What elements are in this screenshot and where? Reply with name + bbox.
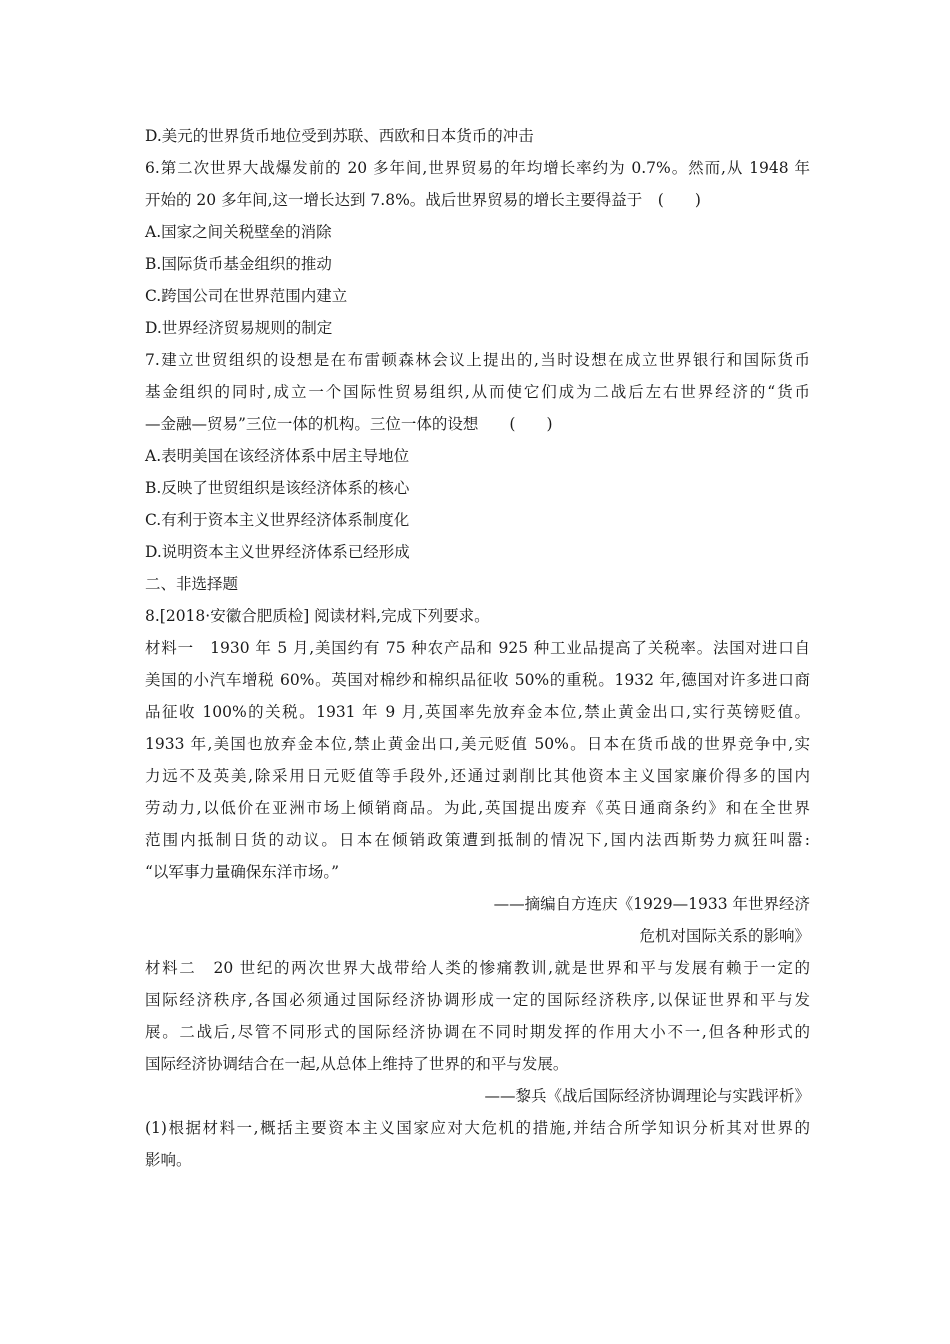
q7-option-a: A.表明美国在该经济体系中居主导地位 bbox=[145, 447, 410, 465]
q6-option-a: A.国家之间关税壁垒的消除 bbox=[145, 223, 332, 241]
material1-line-8: “以军事力量确保东洋市场。” bbox=[145, 863, 340, 881]
q6-option-c: C.跨国公司在世界范围内建立 bbox=[145, 287, 348, 305]
q6-stem-line-1: 6.第二次世界大战爆发前的 20 多年间,世界贸易的年均增长率约为 0.7%。然而,从 1948 年 bbox=[145, 159, 810, 177]
material1-line-4: 1933 年,美国也放弃金本位,禁止黄金出口,美元贬值 50%。日本在货币战的世界竞争中,实 bbox=[145, 735, 810, 753]
q6-stem-line-2: 开始的 20 多年间,这一增长达到 7.8%。战后世界贸易的增长主要得益于 ( ) bbox=[145, 191, 701, 209]
material2-line-4: 国际经济协调结合在一起,从总体上维持了世界的和平与发展。 bbox=[145, 1055, 569, 1073]
material1-line-1: 材料一 1930 年 5 月,美国约有 75 种农产品和 925 种工业品提高了关税率。法国对进口自 bbox=[145, 639, 810, 657]
section-heading: 二、非选择题 bbox=[145, 575, 239, 593]
document-page bbox=[145, 120, 810, 1176]
material1-line-3: 品征收 100%的关税。1931 年 9 月,英国率先放弃金本位,禁止黄金出口,实行英镑贬值。 bbox=[145, 703, 810, 721]
q6-option-d: D.世界经济贸易规则的制定 bbox=[145, 319, 333, 337]
material1-line-5: 力远不及英美,除采用日元贬值等手段外,还通过剥削比其他资本主义国家廉价得多的国内 bbox=[145, 767, 810, 785]
q7-option-c: C.有利于资本主义世界经济体系制度化 bbox=[145, 511, 410, 529]
material1-line-2: 美国的小汽车增税 60%。英国对棉纱和棉织品征收 50%的重税。1932 年,德国对许多进口商 bbox=[145, 671, 810, 689]
q7-stem-line-1: 7.建立世贸组织的设想是在布雷顿森林会议上提出的,当时设想在成立世界银行和国际货币 bbox=[145, 351, 810, 369]
material1-line-7: 范围内抵制日货的动议。日本在倾销政策遭到抵制的情况下,国内法西斯势力疯狂叫嚣: bbox=[145, 831, 810, 849]
q5-option-d: D.美元的世界货币地位受到苏联、西欧和日本货币的冲击 bbox=[145, 127, 534, 145]
material2-line-1: 材料二 20 世纪的两次世界大战带给人类的惨痛教训,就是世界和平与发展有赖于一定的 bbox=[145, 959, 810, 977]
q7-option-d: D.说明资本主义世界经济体系已经形成 bbox=[145, 543, 410, 561]
q7-stem-line-3: —金融—贸易”三位一体的机构。三位一体的设想 ( ) bbox=[145, 415, 553, 433]
q7-option-b: B.反映了世贸组织是该经济体系的核心 bbox=[145, 479, 410, 497]
q7-stem-line-2: 基金组织的同时,成立一个国际性贸易组织,从而使它们成为二战后左右世界经济的“货币 bbox=[145, 383, 810, 401]
q8-sub1-line-1: (1)根据材料一,概括主要资本主义国家应对大危机的措施,并结合所学知识分析其对世界的 bbox=[145, 1119, 810, 1137]
material2-line-3: 展。二战后,尽管不同形式的国际经济协调在不同时期发挥的作用大小不一,但各种形式的 bbox=[145, 1023, 810, 1041]
material1-source-line-2: 危机对国际关系的影响》 bbox=[639, 927, 810, 945]
material2-source: ——黎兵《战后国际经济协调理论与实践评析》 bbox=[484, 1087, 810, 1105]
material1-source-line-1: ——摘编自方连庆《1929—1933 年世界经济 bbox=[493, 895, 810, 913]
q8-stem: 8.[2018·安徽合肥质检] 阅读材料,完成下列要求。 bbox=[145, 607, 490, 625]
q8-sub1-line-2: 影响。 bbox=[145, 1151, 192, 1169]
material2-line-2: 国际经济秩序,各国必须通过国际经济协调形成一定的国际经济秩序,以保证世界和平与发 bbox=[145, 991, 810, 1009]
material1-line-6: 劳动力,以低价在亚洲市场上倾销商品。为此,英国提出废弃《英日通商条约》和在全世界 bbox=[145, 799, 810, 817]
q6-option-b: B.国际货币基金组织的推动 bbox=[145, 255, 332, 273]
